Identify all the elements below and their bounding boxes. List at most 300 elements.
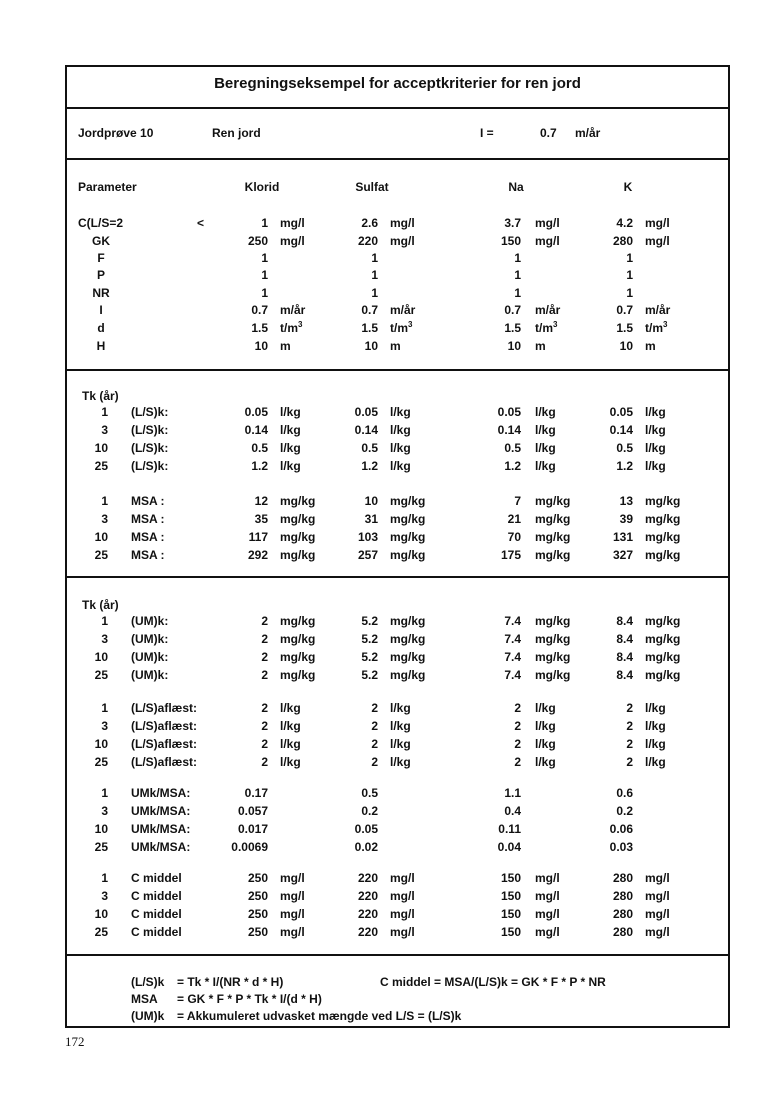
row-label: UMk/MSA: [131,804,191,818]
formula-um-expression: = Akkumuleret udvasket mængde ved L/S = (L/S)k [177,1009,462,1023]
divider-line [65,369,730,371]
value-cell: 0.7 [504,303,521,317]
value-cell: 0.5 [616,441,633,455]
value-cell: 175 [500,548,521,562]
unit-label: l/kg [645,405,666,419]
value-cell: 0.14 [497,423,521,437]
unit-label: l/kg [535,719,556,733]
unit-label: l/kg [280,755,301,769]
value-cell: 1.5 [251,321,268,335]
tk-value: 3 [101,423,108,437]
unit-label: m/år [535,303,561,317]
value-cell: 2 [626,719,633,733]
value-cell: 8.4 [616,650,633,664]
unit-label: l/kg [390,423,411,437]
value-cell: 0.14 [354,423,378,437]
value-cell: 1 [626,268,633,282]
row-label: (UM)k: [131,668,169,682]
unit-label: m [645,339,656,353]
tk-value: 1 [101,614,108,628]
value-cell: 1 [371,268,378,282]
value-cell: 7 [514,494,521,508]
unit-label: mg/kg [280,650,316,664]
value-cell: 12 [254,494,268,508]
value-cell: 250 [247,871,268,885]
unit-label: mg/kg [390,530,426,544]
row-label: (L/S)k: [131,405,169,419]
unit-label: mg/l [535,216,560,230]
unit-label: m [535,339,546,353]
value-cell: 0.7 [251,303,268,317]
divider-line [65,576,730,578]
value-cell: 1.2 [616,459,633,473]
value-cell: 117 [248,530,268,544]
divider-line [65,954,730,956]
value-cell: 0.04 [497,840,521,854]
param-label: GK [92,234,110,248]
unit-label: mg/kg [390,512,426,526]
value-cell: 292 [247,548,268,562]
unit-label: mg/kg [280,530,316,544]
unit-label: l/kg [390,441,411,455]
unit-label: m [280,339,291,353]
unit-label: mg/kg [645,494,681,508]
unit-label: l/kg [280,441,301,455]
tk-value: 3 [101,512,108,526]
column-header-klorid: Klorid [244,180,280,194]
parameter-header: Parameter [78,180,137,194]
value-cell: 2 [261,755,268,769]
value-cell: 7.4 [504,614,521,628]
value-cell: 1 [261,216,268,230]
value-cell: 35 [254,512,268,526]
value-cell: 0.02 [354,840,378,854]
value-cell: 10 [364,494,378,508]
value-cell: 0.057 [237,804,268,818]
unit-label: mg/l [390,925,415,939]
value-cell: 4.2 [616,216,633,230]
unit-label: l/kg [535,423,556,437]
tk-value: 3 [101,719,108,733]
unit-label: mg/l [535,889,560,903]
unit-label: mg/l [535,925,560,939]
unit-label: mg/kg [535,668,571,682]
row-label: (L/S)aflæst: [131,755,197,769]
unit-label: mg/kg [390,614,426,628]
unit-label: mg/kg [645,614,681,628]
unit-label: mg/l [645,889,670,903]
value-cell: 1 [371,251,378,265]
value-cell: 2 [371,737,378,751]
unit-label: mg/l [645,216,670,230]
value-cell: 0.5 [361,786,378,800]
value-cell: 220 [357,889,378,903]
unit-label: l/kg [390,755,411,769]
tk-value: 10 [94,737,108,751]
unit-label: mg/kg [280,668,316,682]
tk-value: 1 [101,871,108,885]
unit-label: l/kg [645,737,666,751]
unit-label: l/kg [535,405,556,419]
unit-label: mg/kg [390,632,426,646]
value-cell: 131 [612,530,633,544]
value-cell: 7.4 [504,650,521,664]
unit-label: mg/kg [280,512,316,526]
row-label: MSA : [131,512,165,526]
value-cell: 0.5 [361,441,378,455]
row-label: (UM)k: [131,650,169,664]
unit-label: mg/kg [535,614,571,628]
unit-label: mg/l [280,234,305,248]
value-cell: 1 [261,251,268,265]
unit-label: mg/kg [645,512,681,526]
value-cell: 1 [261,268,268,282]
value-cell: 2 [261,719,268,733]
value-cell: 2 [626,701,633,715]
unit-superscript: 3 [408,320,413,329]
param-label: NR [92,286,110,300]
row-label: (L/S)aflæst: [131,719,197,733]
value-cell: 0.05 [609,405,633,419]
unit-label: l/kg [535,701,556,715]
value-cell: 0.05 [244,405,268,419]
unit-label: mg/l [390,907,415,921]
unit-label: mg/kg [645,632,681,646]
tk-value: 10 [94,650,108,664]
value-cell: 0.017 [237,822,268,836]
tk-header: Tk (år) [82,389,119,403]
unit-label: l/kg [535,459,556,473]
value-cell: 10 [507,339,521,353]
unit-label: m/år [645,303,671,317]
unit-label: $t/m^3$ [535,320,558,335]
value-cell: 2 [514,737,521,751]
param-label: P [96,268,105,282]
unit-label: mg/kg [535,650,571,664]
unit-label: mg/kg [390,494,426,508]
value-cell: 0.06 [609,822,633,836]
divider-line [65,158,730,160]
unit-label: l/kg [280,701,301,715]
value-cell: 0.4 [504,804,521,818]
unit-label: mg/kg [535,494,571,508]
unit-label: mg/kg [535,548,571,562]
param-label: C(L/S=2 [78,216,124,230]
value-cell: 0.6 [616,786,633,800]
value-cell: 21 [507,512,521,526]
row-label: (L/S)k: [131,441,169,455]
tk-value: 1 [101,786,108,800]
value-cell: 1.5 [504,321,521,335]
infiltration-unit: m/år [575,126,601,140]
unit-label: l/kg [280,405,301,419]
row-label: C middel [131,871,182,885]
value-cell: 0.14 [244,423,268,437]
value-cell: 0.05 [497,405,521,419]
value-cell: 1 [514,268,521,282]
unit-label: l/kg [645,441,666,455]
value-cell: 2 [261,701,268,715]
unit-label: l/kg [390,719,411,733]
value-cell: 10 [364,339,378,353]
value-cell: 1 [626,286,633,300]
column-header-na: Na [508,180,524,194]
unit-label: l/kg [535,755,556,769]
value-cell: 1.5 [361,321,378,335]
unit-label: mg/l [535,871,560,885]
column-header-sulfat: Sulfat [355,180,389,194]
value-cell: 0.05 [354,822,378,836]
value-cell: 8.4 [616,668,633,682]
value-cell: 2 [371,755,378,769]
unit-label: mg/l [280,889,305,903]
formula-c-middel: C middel = MSA/(L/S)k = GK * F * P * NR [380,975,606,989]
tk-value: 3 [101,632,108,646]
value-cell: 2 [626,737,633,751]
tk-value: 25 [94,925,108,939]
unit-label: m/år [390,303,416,317]
page-title: Beregningseksempel for acceptkriterier for ren jord [214,75,581,92]
tk-header: Tk (år) [82,598,119,612]
value-cell: 2 [371,701,378,715]
value-cell: 0.11 [498,822,521,836]
unit-label: mg/l [645,234,670,248]
value-cell: 250 [247,889,268,903]
value-cell: 2 [626,755,633,769]
unit-label: l/kg [390,459,411,473]
unit-label: l/kg [535,441,556,455]
value-cell: 0.2 [361,804,378,818]
unit-label: mg/l [645,925,670,939]
value-cell: 280 [612,871,633,885]
value-cell: 5.2 [361,614,378,628]
value-cell: 280 [612,907,633,921]
formula-ls-expression: = Tk * I/(NR * d * H) [177,975,284,989]
unit-label: mg/l [280,925,305,939]
value-cell: 5.2 [361,632,378,646]
unit-label: mg/kg [390,548,426,562]
param-label: d [97,321,105,335]
infiltration-label: I = [480,126,494,140]
unit-label: mg/kg [280,632,316,646]
value-cell: 2 [261,650,268,664]
value-cell: 2 [261,737,268,751]
unit-label: l/kg [390,701,411,715]
value-cell: 250 [247,925,268,939]
value-cell: 1 [261,286,268,300]
value-cell: 0.17 [244,786,268,800]
unit-label: mg/l [645,871,670,885]
value-cell: 8.4 [616,614,633,628]
value-cell: 280 [612,889,633,903]
page-number: 172 [65,1034,85,1049]
unit-label: l/kg [280,719,301,733]
value-cell: 1 [626,251,633,265]
tk-value: 1 [101,405,108,419]
tk-value: 10 [94,822,108,836]
unit-label: mg/kg [645,668,681,682]
value-cell: 70 [507,530,521,544]
value-cell: 7.4 [504,632,521,646]
sample-label: Jordprøve 10 [78,126,154,140]
unit-label: m [390,339,401,353]
row-label: MSA : [131,530,165,544]
value-cell: 1.2 [504,459,521,473]
tk-value: 3 [101,889,108,903]
value-cell: 2 [371,719,378,733]
tk-value: 25 [94,755,108,769]
param-label: I [99,303,103,317]
unit-label: l/kg [280,459,301,473]
unit-label: mg/kg [390,668,426,682]
value-cell: 1 [514,251,521,265]
row-label: UMk/MSA: [131,786,191,800]
value-cell: 250 [247,234,268,248]
formula-msa-label: MSA [131,992,158,1006]
value-cell: 0.5 [251,441,268,455]
unit-label: mg/l [280,907,305,921]
value-cell: 5.2 [361,650,378,664]
value-cell: 220 [357,907,378,921]
unit-label: mg/kg [645,548,681,562]
value-cell: 0.03 [609,840,633,854]
value-cell: 2 [261,614,268,628]
infiltration-value: 0.7 [540,126,557,140]
tk-value: 3 [101,804,108,818]
unit-label: mg/l [390,889,415,903]
unit-label: mg/kg [535,530,571,544]
row-label: UMk/MSA: [131,822,191,836]
value-cell: 0.2 [616,804,633,818]
unit-label: $t/m^3$ [390,320,413,335]
value-cell: 150 [500,907,521,921]
unit-label: l/kg [645,755,666,769]
unit-superscript: 3 [553,320,558,329]
value-cell: 13 [619,494,633,508]
row-label: (UM)k: [131,614,169,628]
value-cell: 220 [357,925,378,939]
unit-label: l/kg [390,737,411,751]
row-label: MSA : [131,494,165,508]
unit-label: mg/l [390,871,415,885]
row-label: C middel [131,907,182,921]
value-cell: 2 [514,755,521,769]
tk-value: 25 [94,840,108,854]
value-cell: 0.14 [609,423,633,437]
value-cell: 39 [619,512,633,526]
value-cell: 10 [254,339,268,353]
row-label: C middel [131,925,182,939]
value-cell: 7.4 [504,668,521,682]
unit-label: mg/l [390,216,415,230]
soil-type: Ren jord [212,126,261,140]
row-label: (L/S)aflæst: [131,701,197,715]
tk-value: 25 [94,668,108,682]
unit-label: mg/l [280,216,305,230]
value-cell: 0.7 [361,303,378,317]
tk-value: 25 [94,459,108,473]
unit-label: mg/kg [280,494,316,508]
tk-value: 25 [94,548,108,562]
value-cell: 150 [500,889,521,903]
unit-label: mg/kg [645,530,681,544]
value-cell: 0.5 [504,441,521,455]
row-label: MSA : [131,548,165,562]
tk-value: 10 [94,441,108,455]
unit-label: mg/kg [535,632,571,646]
value-cell: 150 [500,234,521,248]
param-qualifier: < [197,216,205,230]
value-cell: 10 [619,339,633,353]
row-label: C middel [131,889,182,903]
value-cell: 1.1 [504,786,521,800]
column-header-k: K [623,180,633,194]
value-cell: 2 [514,701,521,715]
row-label: (L/S)k: [131,459,169,473]
value-cell: 327 [612,548,633,562]
divider-line [65,107,730,109]
unit-superscript: 3 [298,320,303,329]
value-cell: 1 [514,286,521,300]
unit-label: mg/l [280,871,305,885]
value-cell: 150 [500,871,521,885]
unit-label: l/kg [280,423,301,437]
tk-value: 1 [101,494,108,508]
value-cell: 280 [612,234,633,248]
unit-label: $t/m^3$ [280,320,303,335]
tk-value: 1 [101,701,108,715]
tk-value: 10 [94,907,108,921]
unit-label: l/kg [390,405,411,419]
value-cell: 103 [357,530,378,544]
unit-label: mg/kg [535,512,571,526]
row-label: UMk/MSA: [131,840,191,854]
unit-label: $t/m^3$ [645,320,668,335]
value-cell: 2 [261,632,268,646]
value-cell: 1.2 [361,459,378,473]
unit-label: mg/kg [280,548,316,562]
value-cell: 150 [500,925,521,939]
value-cell: 31 [364,512,378,526]
value-cell: 2 [261,668,268,682]
value-cell: 0.05 [354,405,378,419]
unit-label: mg/kg [390,650,426,664]
unit-label: mg/l [535,234,560,248]
unit-label: l/kg [645,701,666,715]
value-cell: 280 [612,925,633,939]
value-cell: 5.2 [361,668,378,682]
value-cell: 8.4 [616,632,633,646]
param-label: F [97,251,105,265]
unit-label: l/kg [645,459,666,473]
value-cell: 257 [357,548,378,562]
value-cell: 3.7 [504,216,521,230]
param-label: H [96,339,106,353]
formula-ls-label: (L/S)k [131,975,165,989]
unit-label: mg/kg [280,614,316,628]
value-cell: 250 [247,907,268,921]
formula-msa-expression: = GK * F * P * Tk * I/(d * H) [177,992,322,1006]
value-cell: 220 [357,871,378,885]
unit-label: l/kg [645,719,666,733]
value-cell: 1.5 [616,321,633,335]
row-label: (UM)k: [131,632,169,646]
value-cell: 1 [371,286,378,300]
unit-label: m/år [280,303,306,317]
unit-label: l/kg [645,423,666,437]
unit-superscript: 3 [663,320,668,329]
value-cell: 2.6 [361,216,378,230]
